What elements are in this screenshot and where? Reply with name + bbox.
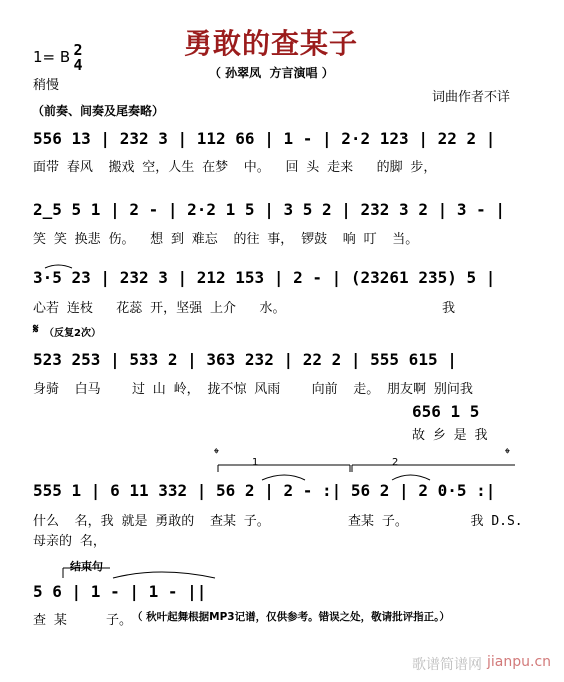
author-credit: 词曲作者不详 [432,90,511,105]
tie-row5-b [392,475,430,480]
lyrics-row-5: 什么 名，我 就是 勇敢的 查某 子。 查某 子。 我 D.S. [33,514,523,529]
segno-icon: 𝄋 [33,322,39,337]
music-row-ending: 5 6 | 1 - | 1 - || [33,582,207,601]
time-signature-top: 2 [73,41,83,59]
coda-icon-left: 𝄌 [214,446,219,462]
lyrics-row-1: 面带 春风 搬戏 空，人生 在梦 中。 回 头 走来 的脚 步， [33,160,437,175]
ending-label: 结束句 [70,560,103,573]
tempo-marking: 稍慢 [33,78,60,93]
music-row-1: 556 13 | 232 3 | 112 66 | 1 - | 2·2 123 | 22 2 | [33,129,496,148]
lyrics-row-5b: 母亲的 名， [33,534,106,549]
watermark-url: jianpu.cn [487,654,552,670]
intro-note: （前奏、间奏及尾奏略） [32,104,165,118]
lyrics-row-3: 心若 连枝 花蕊 开，坚强 上介 水。 我 [33,301,455,316]
music-row-3: 3·5 23 | 232 3 | 212 153 | 2 - | (23261 235) 5 | [33,268,496,287]
repeat-note: （反复2次） [44,328,101,339]
lyrics-row-ending: 查 某 子。 [33,613,132,628]
volta-1-label: 1 [252,457,259,468]
key-signature: 1= B [33,48,71,66]
music-row-5: 555 1 | 6 11 332 | 56 2 | 2 - :| 56 2 | 2 0·5 :| [33,481,496,500]
time-signature-bottom: 4 [73,56,83,74]
footer-note: （ 秋叶起舞根据MP3记谱，仅供参考。错误之处，敬请批评指正。） [132,611,450,623]
song-title: 勇敢的查某子 [184,27,359,60]
lyrics-row-4: 身骑 白马 过 山 岭， 拢不惊 风雨 向前 走。 朋友啊 别问我 [33,382,473,397]
coda-icon-right: 𝄌 [505,446,510,462]
ending-tie [113,572,215,578]
tie-row5-a [262,475,305,480]
music-row-alt: 656 1 5 [412,402,480,421]
lyrics-row-2: 笑 笑 换悲 伤。 想 到 难忘 的往 事， 锣鼓 响 叮 当。 [33,232,419,247]
music-row-4: 523 253 | 533 2 | 363 232 | 22 2 | 555 615 | [33,350,457,369]
slur-row3 [45,265,72,268]
subtitle: （ 孙翠凤 方言演唱 ） [209,66,334,80]
music-row-2: 2̲5 5 1 | 2 - | 2·2 1 5 | 3 5 2 | 232 3 2 | 3 - | [33,200,506,219]
lyrics-row-alt: 故 乡 是 我 [412,428,488,443]
volta-2-label: 2 [392,457,399,468]
watermark-text: 歌谱简谱网 [412,657,482,673]
